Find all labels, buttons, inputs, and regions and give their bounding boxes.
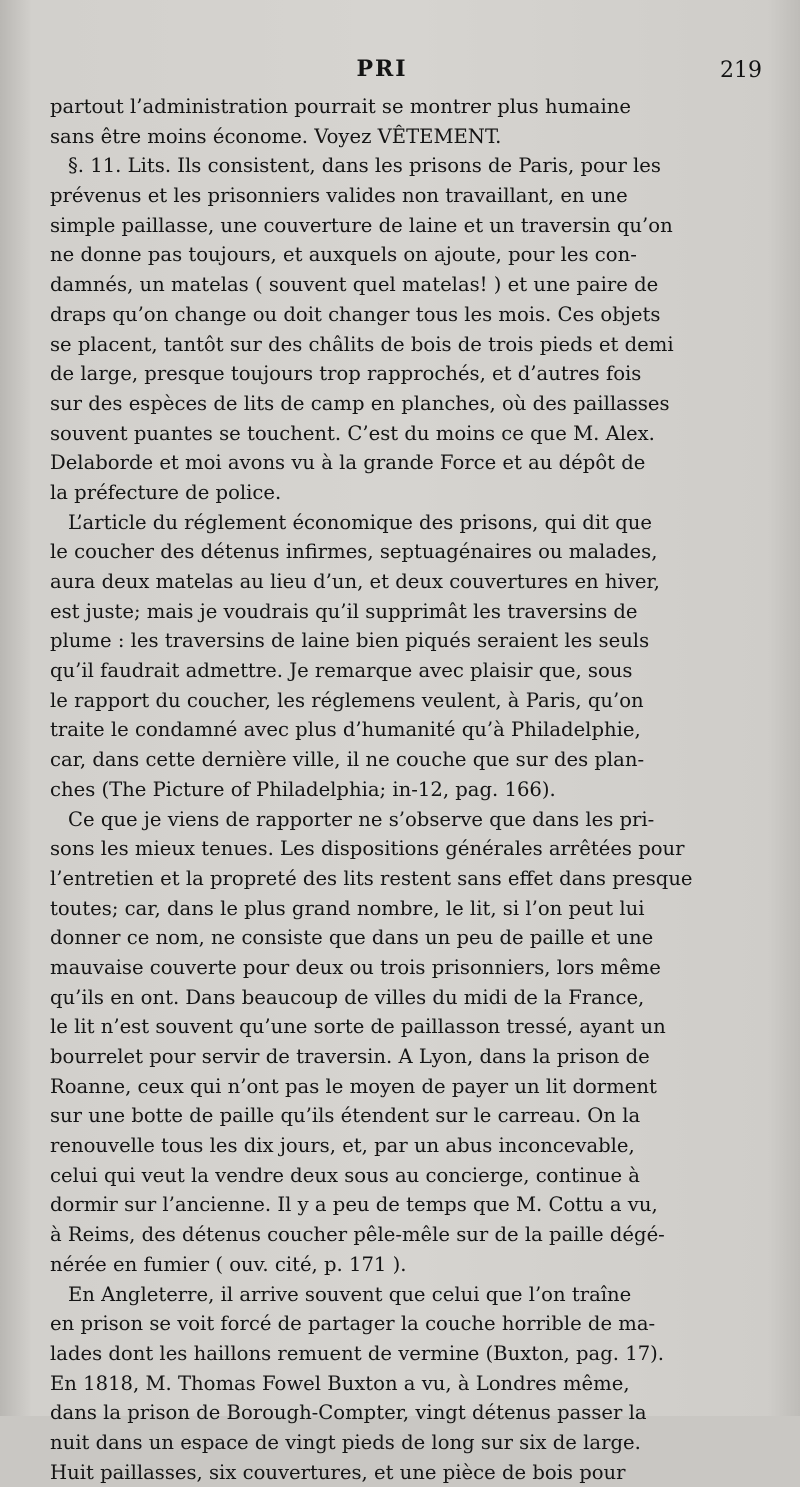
text-line: le rapport du coucher, les réglemens veulent, à Paris, qu’on — [50, 688, 644, 712]
text-line: Delaborde et moi avons vu à la grande Force et au dépôt de — [50, 451, 646, 475]
text-line: car, dans cette dernière ville, il ne couche que sur des plan- — [50, 748, 645, 772]
text-line: est juste; mais je voudrais qu’il supprimât les traversins de — [50, 599, 638, 623]
text-line: toutes; car, dans le plus grand nombre, le lit, si l’on peut lui — [50, 896, 645, 920]
text-line: la préfecture de police. — [50, 480, 282, 504]
text-line: traite le condamné avec plus d’humanité qu’à Philadelphie, — [50, 718, 641, 742]
text-line: lades dont les haillons remuent de vermine (Buxton, pag. 17). — [50, 1341, 665, 1365]
text-line: damnés, un matelas ( souvent quel matelas! ) et une paire de — [50, 273, 659, 297]
text-line: dormir sur l’ancienne. Il y a peu de temps que M. Cottu a vu, — [50, 1193, 658, 1217]
text-line: bourrelet pour servir de traversin. A Lyon, dans la prison de — [50, 1045, 650, 1068]
text-line: nuit dans un espace de vingt pieds de long sur six de large. — [50, 1430, 641, 1454]
text-line: L’article du réglement économique des prisons, qui dit que — [68, 510, 652, 534]
text-line: nérée en fumier ( ouv. cité, p. 171 ). — [50, 1252, 407, 1276]
text-line: renouvelle tous les dix jours, et, par un abus inconcevable, — [50, 1134, 635, 1158]
text-line: le coucher des détenus infirmes, septuagénaires ou malades, — [50, 540, 658, 564]
text-line: simple paillasse, une couverture de laine et un traversin qu’on — [50, 213, 673, 237]
text-line: l’entretien et la propreté des lits restent sans effet dans presque — [50, 866, 693, 890]
text-line: mauvaise couverte pour deux ou trois prisonniers, lors même — [50, 955, 661, 979]
text-line: à Reims, des détenus coucher pêle-mêle sur de la paille dégé- — [50, 1223, 665, 1247]
text-line: qu’il faudrait admettre. Je remarque avec plaisir que, sous — [50, 659, 633, 683]
text-line: se placent, tantôt sur des châlits de bois de trois pieds et demi — [50, 332, 674, 356]
text-line: draps qu’on change ou doit changer tous les mois. Ces objets — [50, 302, 661, 326]
running-head-title: PRI — [356, 56, 408, 82]
text-line: en prison se voit forcé de partager la couche horrible de ma- — [50, 1312, 656, 1336]
text-line: aura deux matelas au lieu d’un, et deux couvertures en hiver, — [50, 570, 660, 593]
text-line: Huit paillasses, six couvertures, et une pièce de bois pour — [50, 1460, 626, 1484]
running-head — [50, 56, 762, 92]
text-line: §. 11. Lits. Ils consistent, dans les prisons de Paris, pour les — [68, 154, 661, 178]
text-line: donner ce nom, ne consiste que dans un peu de paille et une — [50, 926, 654, 950]
text-line: qu’ils en ont. Dans beaucoup de villes du midi de la France, — [50, 985, 645, 1009]
text-line: ches (The Picture of Philadelphia; in-12, pag. 166). — [50, 777, 556, 801]
text-line: Ce que je viens de rapporter ne s’observe que dans les pri- — [68, 807, 655, 831]
text-line: plume : les traversins de laine bien piqués seraient les seuls — [50, 629, 650, 653]
page-number: 219 — [720, 58, 762, 83]
text-line: sons les mieux tenues. Les dispositions générales arrêtées pour — [50, 837, 685, 861]
text-line: En Angleterre, il arrive souvent que celui que l’on traîne — [68, 1282, 632, 1306]
text-line: sur des espèces de lits de camp en planches, où des paillasses — [50, 391, 670, 415]
page-text — [50, 92, 714, 1487]
text-line: prévenus et les prisonniers valides non travaillant, en une — [50, 184, 628, 208]
text-line: En 1818, M. Thomas Fowel Buxton a vu, à Londres même, — [50, 1371, 630, 1395]
text-line: sur une botte de paille qu’ils étendent sur le carreau. On la — [50, 1104, 641, 1128]
text-line: partout l’administration pourrait se montrer plus humaine — [50, 95, 631, 118]
text-line: sans être moins économe. Voyez VÊTEMENT. — [50, 124, 502, 148]
text-line: souvent puantes se touchent. C’est du moins ce que M. Alex. — [50, 421, 655, 445]
text-line: celui qui veut la vendre deux sous au concierge, continue à — [50, 1163, 640, 1187]
text-line: dans la prison de Borough-Compter, vingt détenus passer la — [50, 1401, 647, 1425]
text-line: de large, presque toujours trop rapprochés, et d’autres fois — [50, 362, 642, 386]
text-line: le lit n’est souvent qu’une sorte de paillasson tressé, ayant un — [50, 1015, 666, 1039]
text-line: Roanne, ceux qui n’ont pas le moyen de payer un lit dorment — [50, 1074, 657, 1098]
text-line: ne donne pas toujours, et auxquels on ajoute, pour les con- — [50, 243, 637, 267]
